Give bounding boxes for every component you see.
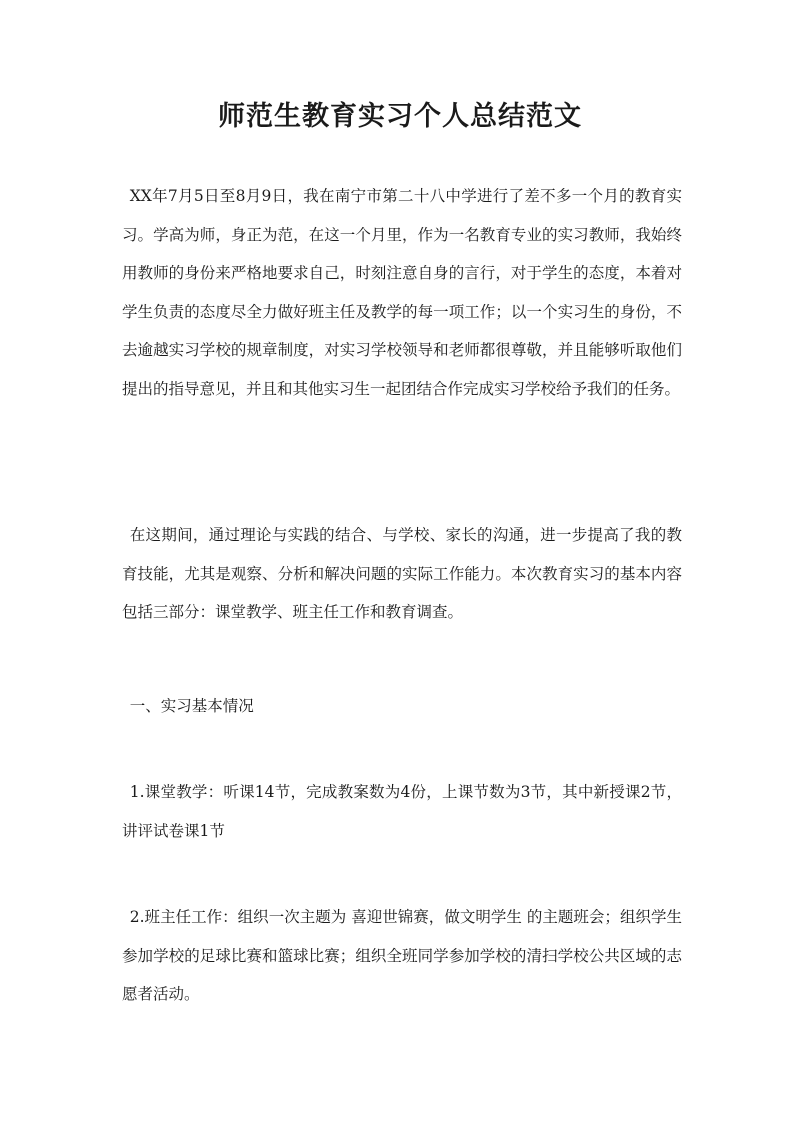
document-title: 师范生教育实习个人总结范文	[218, 101, 582, 132]
paragraph-homeroom-work: 2.班主任工作：组织一次主题为 喜迎世锦赛，做文明学生 的主题班会；组织学生参加学校的足球比赛和篮球比赛；组织全班同学参加学校的清扫学校公共区域的志愿者活动。	[122, 908, 682, 1004]
section-heading: 一、实习基本情况	[129, 697, 254, 715]
paragraph-overview: 在这期间，通过理论与实践的结合、与学校、家长的沟通，进一步提高了我的教育技能，尤其是观察、分析和解决问题的实际工作能力。本次教育实习的基本内容包括三部分：课堂教学、班主任工作和教育调查。	[122, 526, 682, 622]
paragraph-classroom-teaching: 1.课堂教学：听课14节，完成教案数为4份，上课节数为3节，其中新授课2节，讲评试卷课1节	[122, 783, 682, 840]
paragraph-intro: XX年7月5日至8月9日，我在南宁市第二十八中学进行了差不多一个月的教育实习。学高为师，身正为范，在这一个月里，作为一名教育专业的实习教师，我始终用教师的身份来严格地要求自己，时刻注意自身的言行，对于学生的态度，本着对学生负责的态度尽全力做好班主任及教学的每一项工作；以一个实习生的身份，不去逾越实习学校的规章制度，对实习学校领导和老师都很尊敬，并且能够听取他们提出的指导意见，并且和其他实习生一起团结合作完成实习学校给予我们的任务。	[122, 187, 682, 398]
